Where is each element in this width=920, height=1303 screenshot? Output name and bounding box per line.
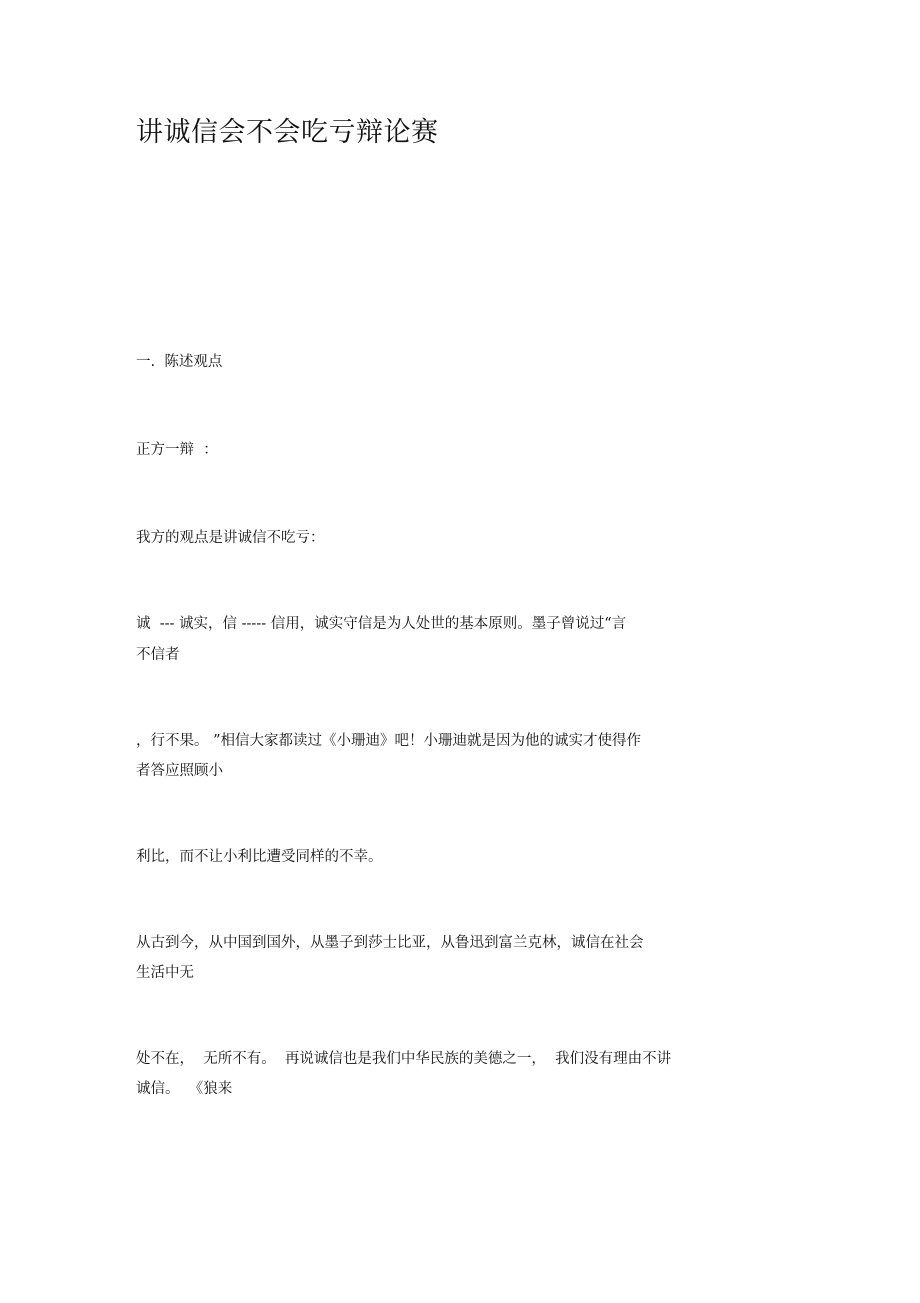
paragraph-line: 利比，而不让小利比遭受同样的不幸。 bbox=[136, 849, 383, 865]
paragraph-line: 我方的观点是讲诚信不吃亏： bbox=[136, 530, 325, 546]
paragraph-line: 不信者 bbox=[136, 647, 180, 663]
paragraph-line: 处不在， 无所不有。 再说诚信也是我们中华民族的美德之一， 我们没有理由不讲 bbox=[136, 1051, 672, 1067]
section-heading: 一. 陈述观点 bbox=[136, 354, 223, 370]
paragraph-line: ，行不果。 ”相信大家都读过《小珊迪》吧！小珊迪就是因为他的诚实才使得作 bbox=[136, 733, 642, 749]
paragraph-line: 从古到今，从中国到国外，从墨子到莎士比亚，从鲁迅到富兰克林，诚信在社会 bbox=[136, 935, 644, 951]
document-title: 讲诚信会不会吃亏辩论赛 bbox=[136, 117, 439, 148]
paragraph-line: 诚信。 《狼来 bbox=[136, 1081, 233, 1097]
speaker-label: 正方一辩 ： bbox=[136, 442, 218, 458]
paragraph-line: 诚 --- 诚实，信 ----- 信用，诚实守信是为人处世的基本原则。墨子曾说过“言 bbox=[136, 616, 627, 632]
paragraph-line: 者答应照顾小 bbox=[136, 763, 223, 779]
paragraph-line: 生活中无 bbox=[136, 965, 194, 981]
